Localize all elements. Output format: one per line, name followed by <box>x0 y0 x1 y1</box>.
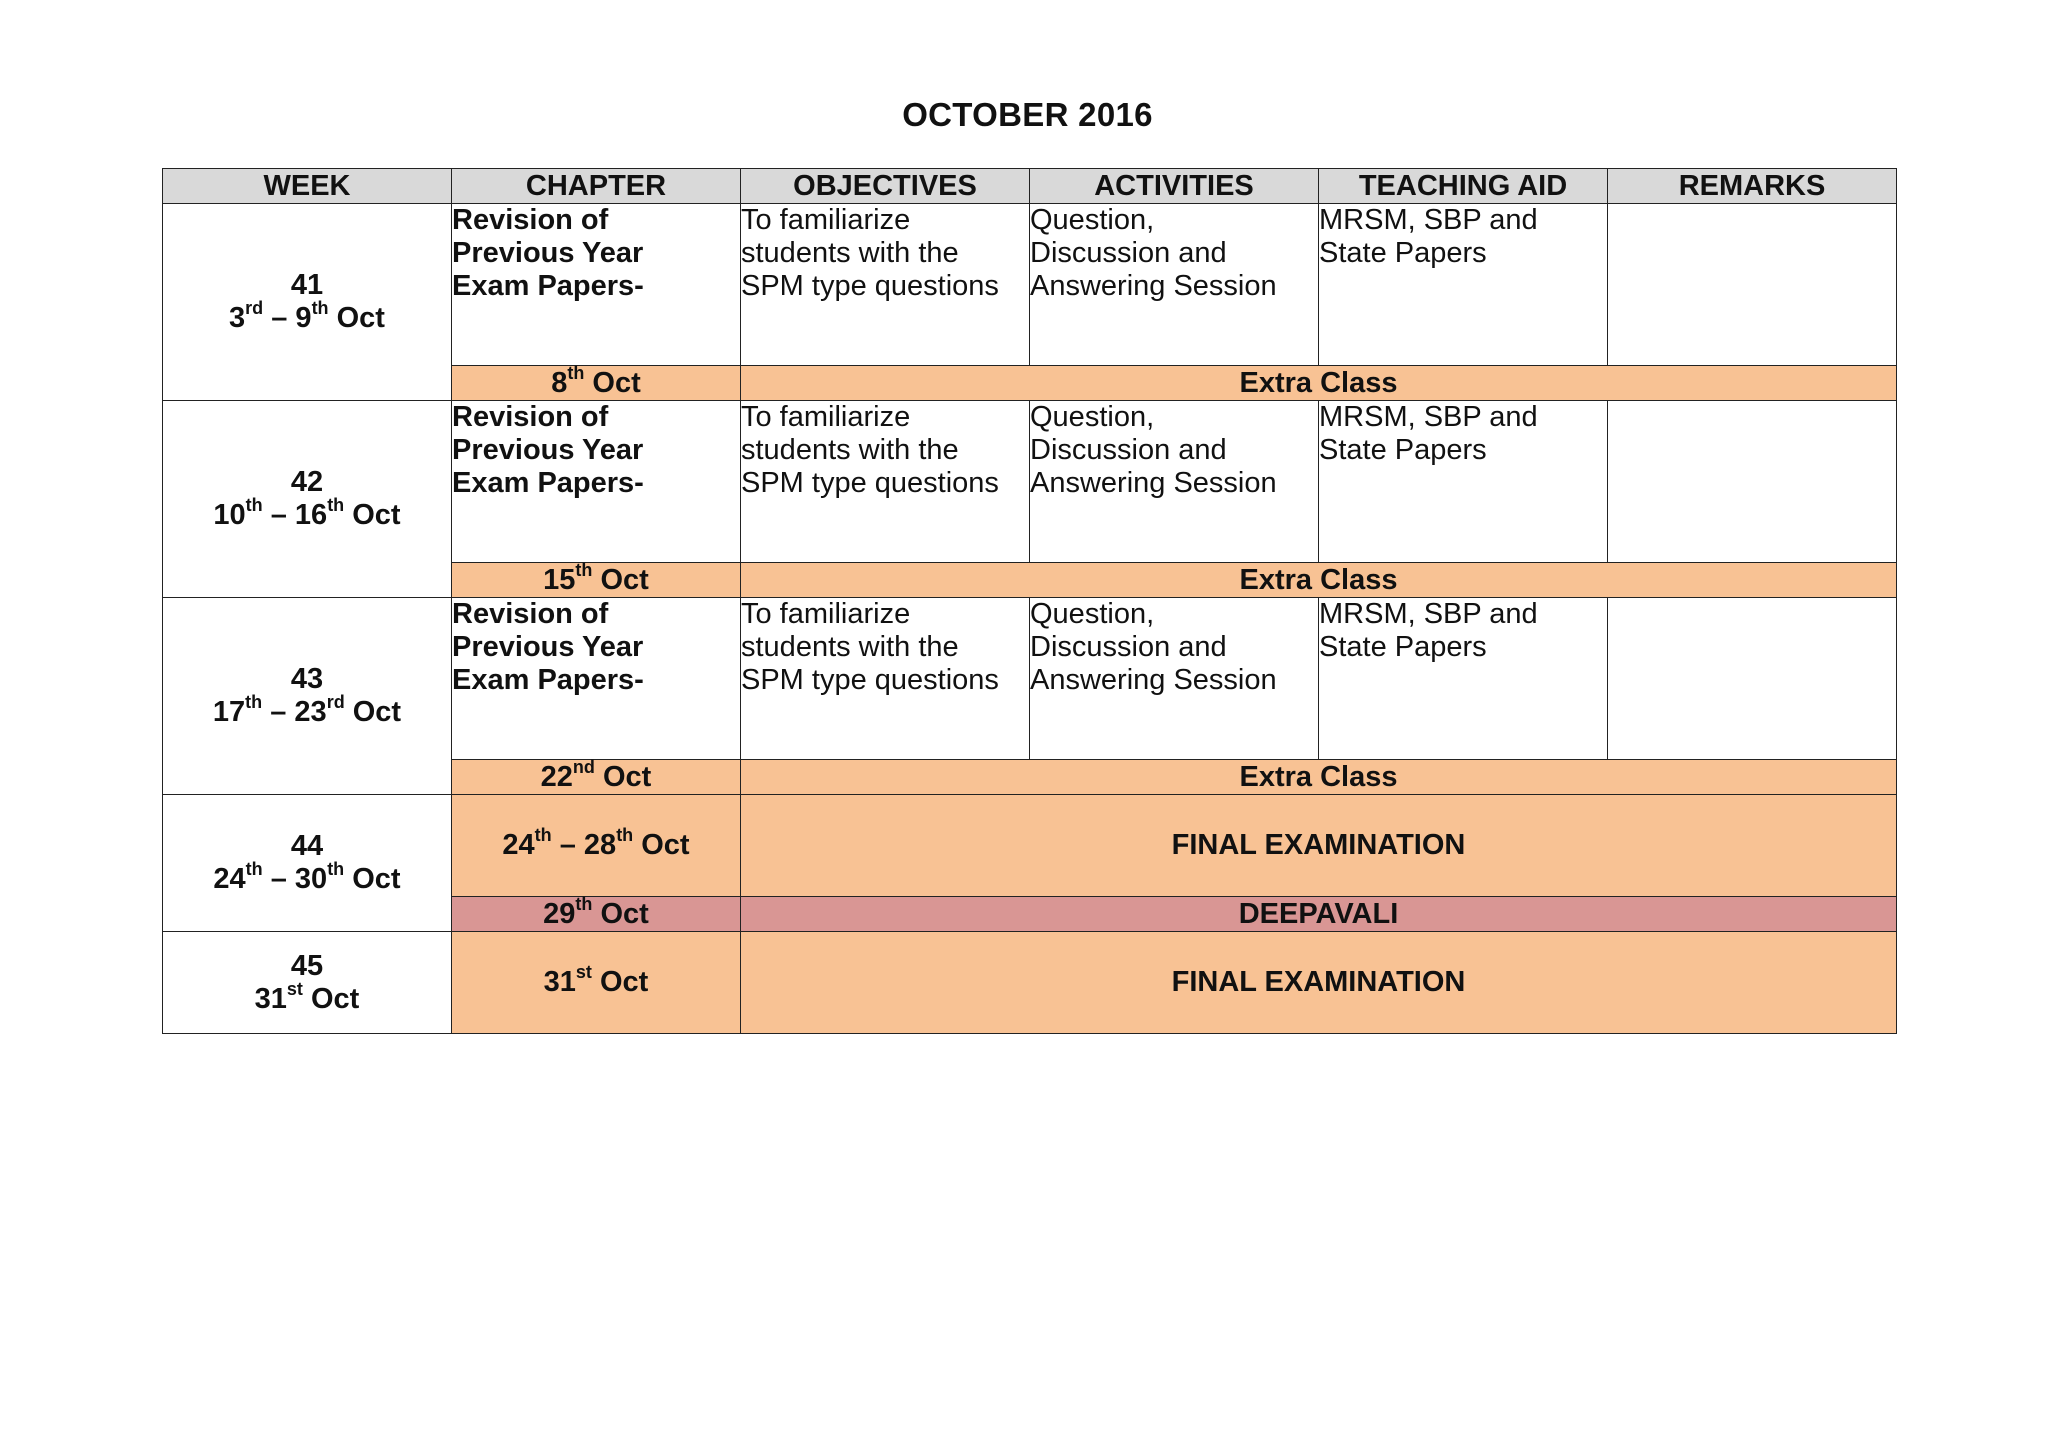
week-number: 41 <box>290 269 324 301</box>
objectives-cell: To familiarize students with the SPM type questions <box>741 598 1030 760</box>
header-activities: ACTIVITIES <box>1030 169 1319 204</box>
header-teaching-aid: TEACHING AID <box>1319 169 1608 204</box>
teaching-aid-cell: MRSM, SBP and State Papers <box>1319 204 1608 366</box>
remarks-cell <box>1608 204 1897 366</box>
table-row-week-44 <box>163 795 1897 897</box>
extra-class-date: 8th Oct <box>452 366 741 401</box>
week-cell <box>163 795 452 932</box>
remarks-cell <box>1608 598 1897 760</box>
remarks-cell <box>1608 401 1897 563</box>
week-number: 45 <box>290 949 324 982</box>
activities-cell: Question, Discussion and Answering Session <box>1030 598 1319 760</box>
table-row-week-41 <box>163 204 1897 366</box>
objectives-cell: To familiarize students with the SPM type questions <box>741 204 1030 366</box>
week-date-range: 31st Oct <box>254 978 360 1015</box>
holiday-date: 29th Oct <box>452 897 741 932</box>
holiday-label: DEEPAVALI <box>741 897 1897 932</box>
exam-label: FINAL EXAMINATION <box>741 932 1897 1034</box>
chapter-cell: Revision of Previous Year Exam Papers- <box>452 204 741 366</box>
week-cell <box>163 598 452 795</box>
extra-class-label: Extra Class <box>741 760 1897 795</box>
header-objectives: OBJECTIVES <box>741 169 1030 204</box>
chapter-cell: Revision of Previous Year Exam Papers- <box>452 598 741 760</box>
extra-class-label: Extra Class <box>741 366 1897 401</box>
exam-date: 24th – 28th Oct <box>452 795 741 897</box>
activities-cell: Question, Discussion and Answering Session <box>1030 401 1319 563</box>
week-date-range: 3rd – 9th Oct <box>229 298 385 334</box>
exam-date: 31st Oct <box>452 932 741 1034</box>
objectives-cell: To familiarize students with the SPM type questions <box>741 401 1030 563</box>
activities-cell: Question, Discussion and Answering Session <box>1030 204 1319 366</box>
extra-class-date: 15th Oct <box>452 563 741 598</box>
header-remarks: REMARKS <box>1608 169 1897 204</box>
teaching-aid-cell: MRSM, SBP and State Papers <box>1319 598 1608 760</box>
table-row-week-42 <box>163 401 1897 563</box>
week-number: 42 <box>290 466 324 498</box>
week-cell <box>163 932 452 1034</box>
teaching-plan-table <box>162 168 1897 1034</box>
week-date-range: 17th – 23rd Oct <box>212 692 402 728</box>
week-number: 44 <box>290 830 324 862</box>
week-number: 43 <box>290 663 324 695</box>
table-row-week-43 <box>163 598 1897 760</box>
exam-label: FINAL EXAMINATION <box>741 795 1897 897</box>
table-row-week-45 <box>163 932 1897 1034</box>
week-cell <box>163 204 452 401</box>
week-date-range: 24th – 30th Oct <box>213 859 401 895</box>
extra-class-label: Extra Class <box>741 563 1897 598</box>
header-week: WEEK <box>163 169 452 204</box>
week-cell <box>163 401 452 598</box>
teaching-aid-cell: MRSM, SBP and State Papers <box>1319 401 1608 563</box>
extra-class-date: 22nd Oct <box>452 760 741 795</box>
week-date-range: 10th – 16th Oct <box>213 495 401 531</box>
table-header-row <box>163 169 1897 204</box>
page-title: OCTOBER 2016 <box>902 96 1153 133</box>
chapter-cell: Revision of Previous Year Exam Papers- <box>452 401 741 563</box>
header-chapter: CHAPTER <box>452 169 741 204</box>
